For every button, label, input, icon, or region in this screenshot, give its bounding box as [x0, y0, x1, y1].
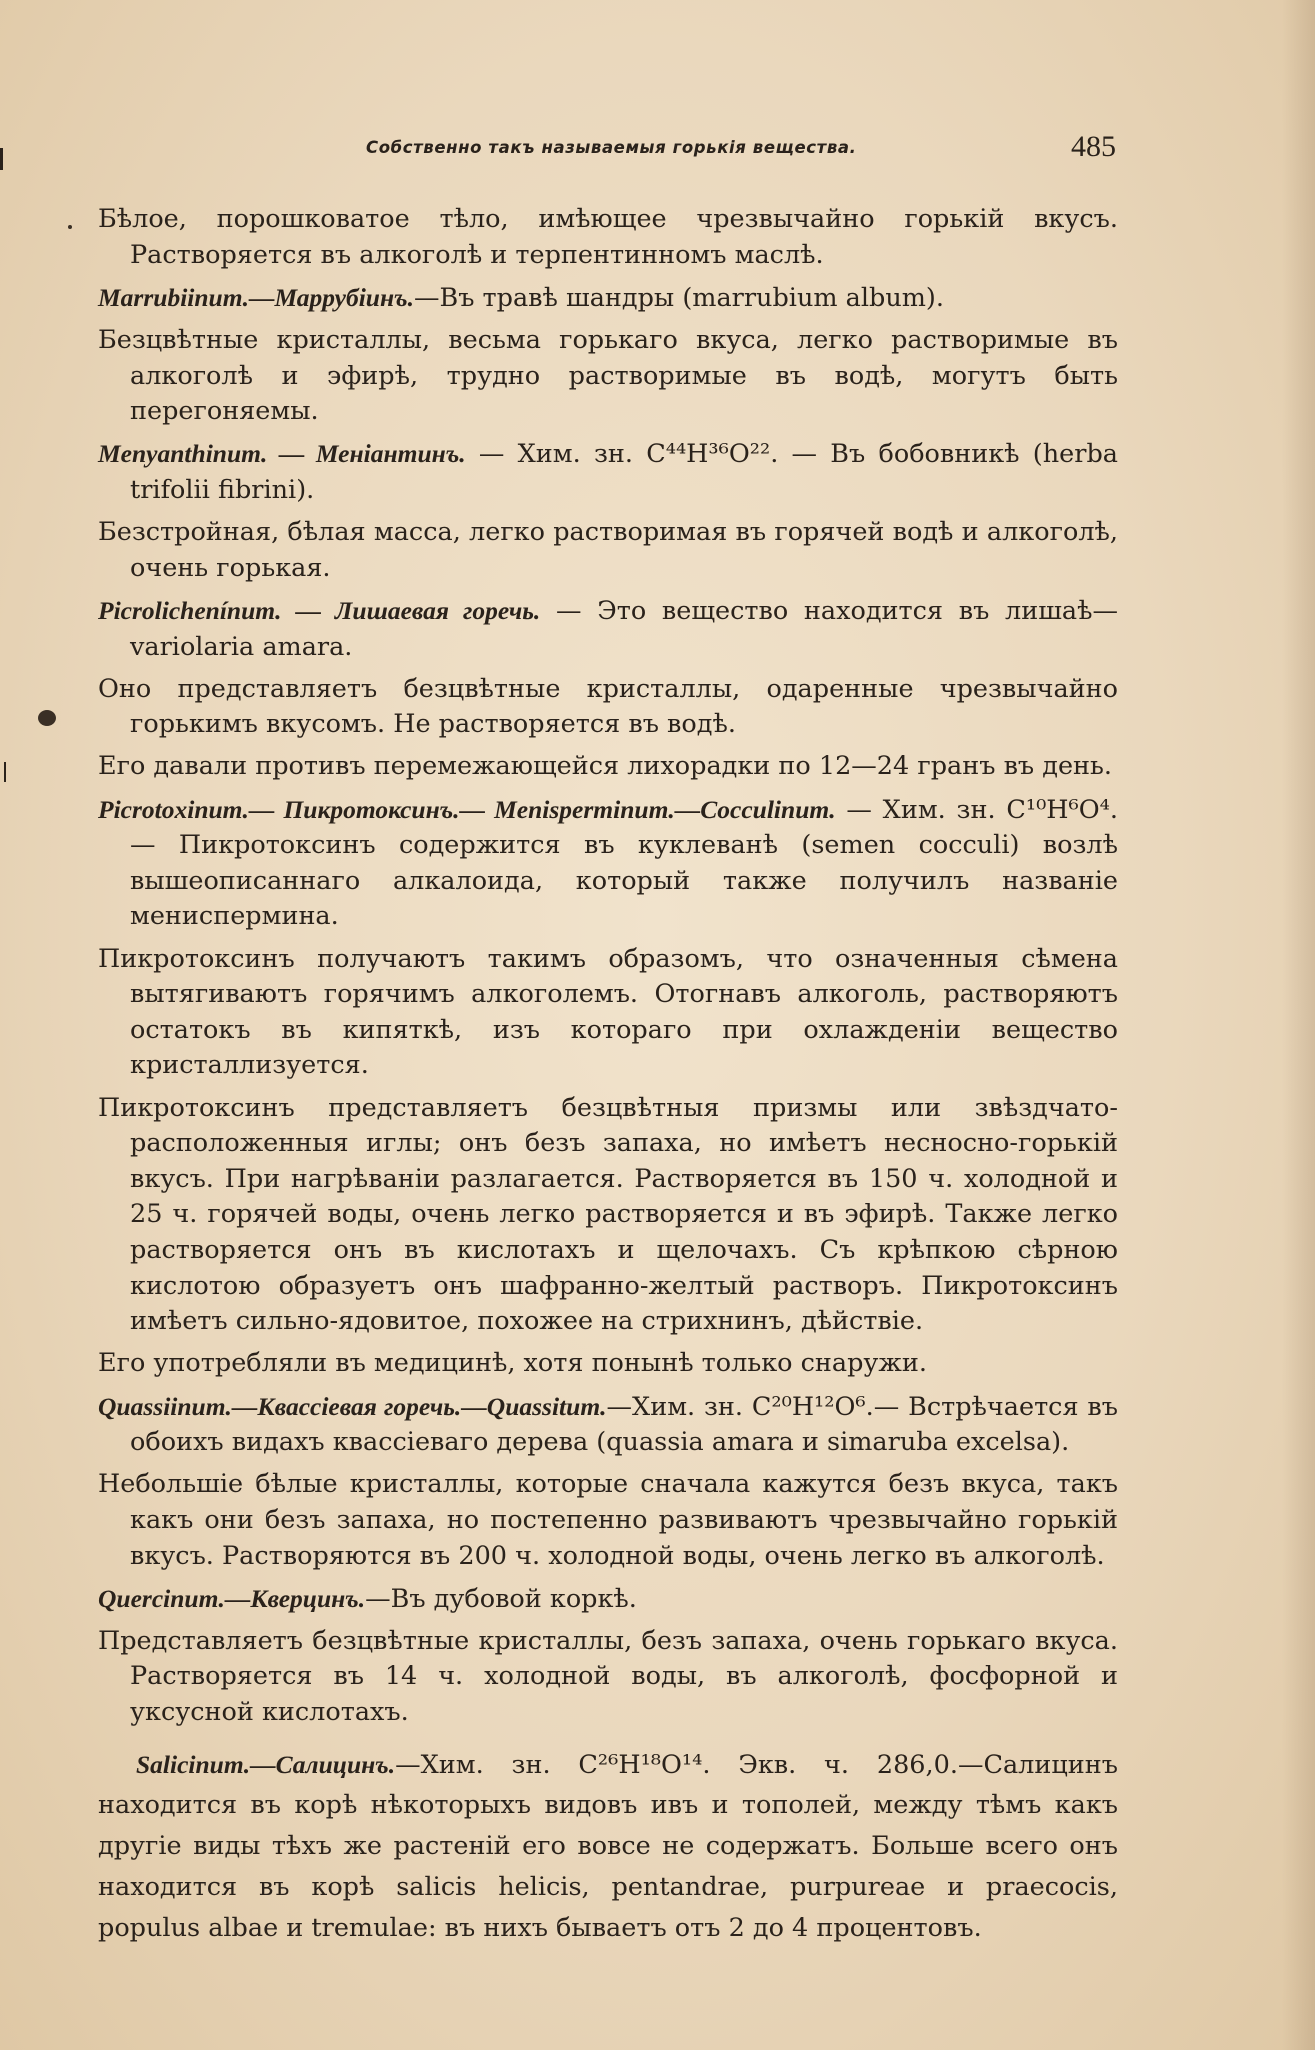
paragraph — [98, 749, 1118, 785]
paragraph — [98, 1091, 1118, 1340]
entry-term: Marrubiinum.—Маррубіинъ. — [98, 282, 414, 312]
paragraph-text: Оно представляетъ безцвѣтные кристаллы, одаренные чрезвычайно горькимъ вкусомъ. Не растворяется въ водѣ. — [98, 673, 1118, 740]
ink-blot — [38, 710, 56, 726]
paragraph — [98, 1346, 1118, 1382]
paragraph — [98, 323, 1118, 430]
paragraph — [98, 1389, 1118, 1461]
entry-term: Quassiinum.—Квассіевая горечь.—Quassitum. — [98, 1391, 607, 1421]
left-edge-mark — [0, 148, 3, 170]
paragraph — [98, 202, 1118, 273]
paragraph — [98, 942, 1118, 1084]
paragraph — [98, 672, 1118, 743]
paragraph-text: —Хим. зн. C²⁰H¹²O⁶.— Встрѣчается въ обоихъ видахъ квассіеваго дерева (quassia amara и simaruba excelsa). — [130, 1391, 1118, 1458]
paragraph-text: Небольшіе бѣлые кристаллы, которые сначала кажутся безъ вкуса, такъ какъ они безъ запаха, но постепенно развиваютъ чрезвычайно горькій вкусъ. Растворяются въ 200 ч. холодной воды, очень легко въ алкоголѣ. — [98, 1469, 1118, 1571]
paragraph — [98, 1581, 1118, 1618]
paragraph-text: Пикротоксинъ получаютъ такимъ образомъ, что означенныя сѣмена вытягиваютъ горячимъ алкоголемъ. Отогнавъ алкоголь, растворяютъ остатокъ въ кипяткѣ, изъ котораго при охлажденіи вещество кристаллизуется. — [98, 943, 1118, 1081]
paragraph-text: —Въ дубовой коркѣ. — [365, 1583, 637, 1614]
ink-dot — [68, 225, 72, 229]
paragraph-text: — Хим. зн. C⁴⁴H³⁶O²². — Въ бобовникѣ (herba trifolii fibrini). — [130, 439, 1118, 505]
paragraph — [98, 436, 1118, 508]
paragraph — [98, 1624, 1118, 1731]
left-edge-mark — [4, 762, 6, 782]
paragraph-text: Безстройная, бѣлая масса, легко растворимая въ горячей водѣ и алкоголѣ, очень горькая. — [98, 517, 1118, 583]
paragraph-text: Бѣлое, порошковатое тѣло, имѣющее чрезвычайно горькій вкусъ. Растворяется въ алкоголѣ и терпентинномъ маслѣ. — [98, 204, 1118, 270]
paragraph-text: — Это вещество находится въ лишаѣ—variolaria amara. — [130, 595, 1118, 662]
paragraph-text: Пикротоксинъ представляетъ безцвѣтныя призмы или звѣздчато-расположенныя иглы; онъ безъ запаха, но имѣетъ несносно-горькій вкусъ. При нагрѣваніи разлагается. Растворяется въ 150 ч. холодной и 25 ч. горячей воды, очень легко растворяется и въ эфирѣ. Также легко растворяется онъ въ кислотахъ и щелочахъ. Съ крѣпкою сѣрною кислотою образуетъ онъ шафранно-желтый растворъ. Пикротоксинъ имѣетъ сильно-ядовитое, похожее на стрихнинъ, дѣйствіе. — [98, 1092, 1118, 1337]
paragraph-text: Представляетъ безцвѣтные кристаллы, безъ запаха, очень горькаго вкуса. Растворяется въ 14 ч. холодной воды, въ алкоголѣ, фосфорной и уксусной кислотахъ. — [98, 1625, 1118, 1728]
entry-term: Menyanthinum. — Меніантинъ. — [98, 439, 466, 469]
paragraph-text: Безцвѣтные кристаллы, весьма горькаго вкуса, легко растворимые въ алкоголѣ и эфирѣ, трудно растворимые въ водѣ, могутъ быть перегоняемы. — [98, 324, 1118, 427]
entry-term: Quercinum.—Кверцинъ. — [98, 1583, 366, 1613]
entry-term: Salicinum.—Салицинъ. — [136, 1749, 396, 1779]
paragraph — [98, 515, 1118, 586]
paragraph-text: —Хим. зн. C²⁶H¹⁸O¹⁴. Экв. ч. 286,0.—Салицинъ находится въ корѣ нѣкоторыхъ видовъ ивъ и тополей, между тѣмъ какъ другіе виды тѣхъ же растеній его вовсе не содержатъ. Больше всего онъ находится въ корѣ salicis helicis, pentandrae, purpureae и praecocis, populus albae и tremulae: въ нихъ бываетъ отъ 2 до 4 процентовъ. — [98, 1749, 1118, 1943]
paragraph — [98, 1467, 1118, 1574]
paragraph-text: —Въ травѣ шандры (marrubium album). — [413, 282, 944, 313]
page-header — [98, 130, 1120, 170]
page-fold-shadow — [1282, 0, 1315, 2050]
paragraph — [98, 792, 1118, 935]
paragraph-text: — Хим. зн. C¹⁰H⁶O⁴. — Пикротоксинъ содержится въ куклеванѣ (semen cocculi) возлѣ вышеописаннаго алкалоида, который также получилъ названіе мениспермина. — [130, 794, 1118, 932]
paragraph-text: Его давали противъ перемежающейся лихорадки по 12—24 гранъ въ день. — [98, 751, 1113, 782]
paragraph — [98, 280, 1118, 317]
running-head: Собственно такъ называемыя горькія вещества. — [366, 138, 857, 157]
paragraph-text: Его употребляли въ медицинѣ, хотя понынѣ только снаружи. — [98, 1348, 927, 1379]
page-number: 485 — [1071, 130, 1116, 163]
paragraph — [98, 593, 1118, 665]
paragraph — [98, 1745, 1118, 1949]
body-text — [98, 202, 1118, 1955]
entry-term: Picrotoxinum.— Пикротоксинъ.— Menisperminum.—Cocculinum. — [98, 794, 836, 824]
entry-term: Picrolichenínum. — Лишаевая горечь. — [98, 595, 541, 625]
